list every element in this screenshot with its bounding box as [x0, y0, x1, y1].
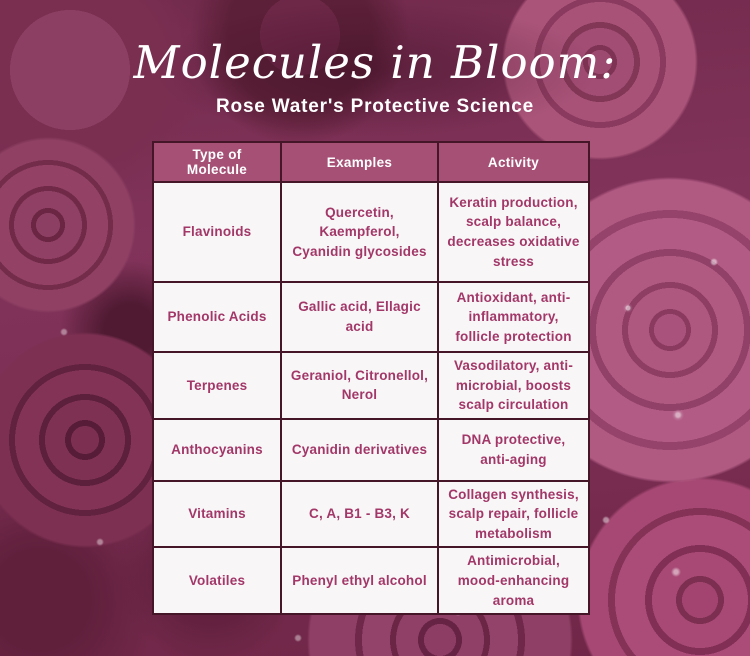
- column-header-activity: Activity: [438, 142, 589, 182]
- activity-cell: DNA protective, anti-aging: [438, 419, 589, 481]
- activity-cell: Vasodilatory, anti-microbial, boosts scalp circulation: [438, 352, 589, 419]
- column-header-type: Type of Molecule: [153, 142, 281, 182]
- table-row: [153, 419, 589, 481]
- table-row: [153, 352, 589, 419]
- table-row: [153, 481, 589, 548]
- molecule-cell: Vitamins: [153, 481, 281, 548]
- infographic-heading: [0, 38, 750, 118]
- molecule-table: [152, 141, 590, 615]
- examples-cell: Geraniol, Citronellol, Nerol: [281, 352, 438, 419]
- table-row: [153, 182, 589, 282]
- activity-cell: Keratin production, scalp balance, decreases oxidative stress: [438, 182, 589, 282]
- molecule-cell: Volatiles: [153, 547, 281, 614]
- molecule-cell: Anthocyanins: [153, 419, 281, 481]
- examples-cell: Gallic acid, Ellagic acid: [281, 282, 438, 352]
- molecule-cell: Terpenes: [153, 352, 281, 419]
- table-header-row: [153, 142, 589, 182]
- table-row: [153, 547, 589, 614]
- page-subtitle: Rose Water's Protective Science: [216, 95, 534, 117]
- examples-cell: Quercetin, Kaempferol, Cyanidin glycosides: [281, 182, 438, 282]
- page-title: Molecules in Bloom:: [133, 36, 617, 89]
- molecule-cell: Phenolic Acids: [153, 282, 281, 352]
- examples-cell: Phenyl ethyl alcohol: [281, 547, 438, 614]
- table-row: [153, 282, 589, 352]
- examples-cell: C, A, B1 - B3, K: [281, 481, 438, 548]
- examples-cell: Cyanidin derivatives: [281, 419, 438, 481]
- activity-cell: Collagen synthesis, scalp repair, follicle metabolism: [438, 481, 589, 548]
- activity-cell: Antioxidant, anti-inflammatory, follicle protection: [438, 282, 589, 352]
- column-header-examples: Examples: [281, 142, 438, 182]
- molecule-cell: Flavinoids: [153, 182, 281, 282]
- activity-cell: Antimicrobial, mood-enhancing aroma: [438, 547, 589, 614]
